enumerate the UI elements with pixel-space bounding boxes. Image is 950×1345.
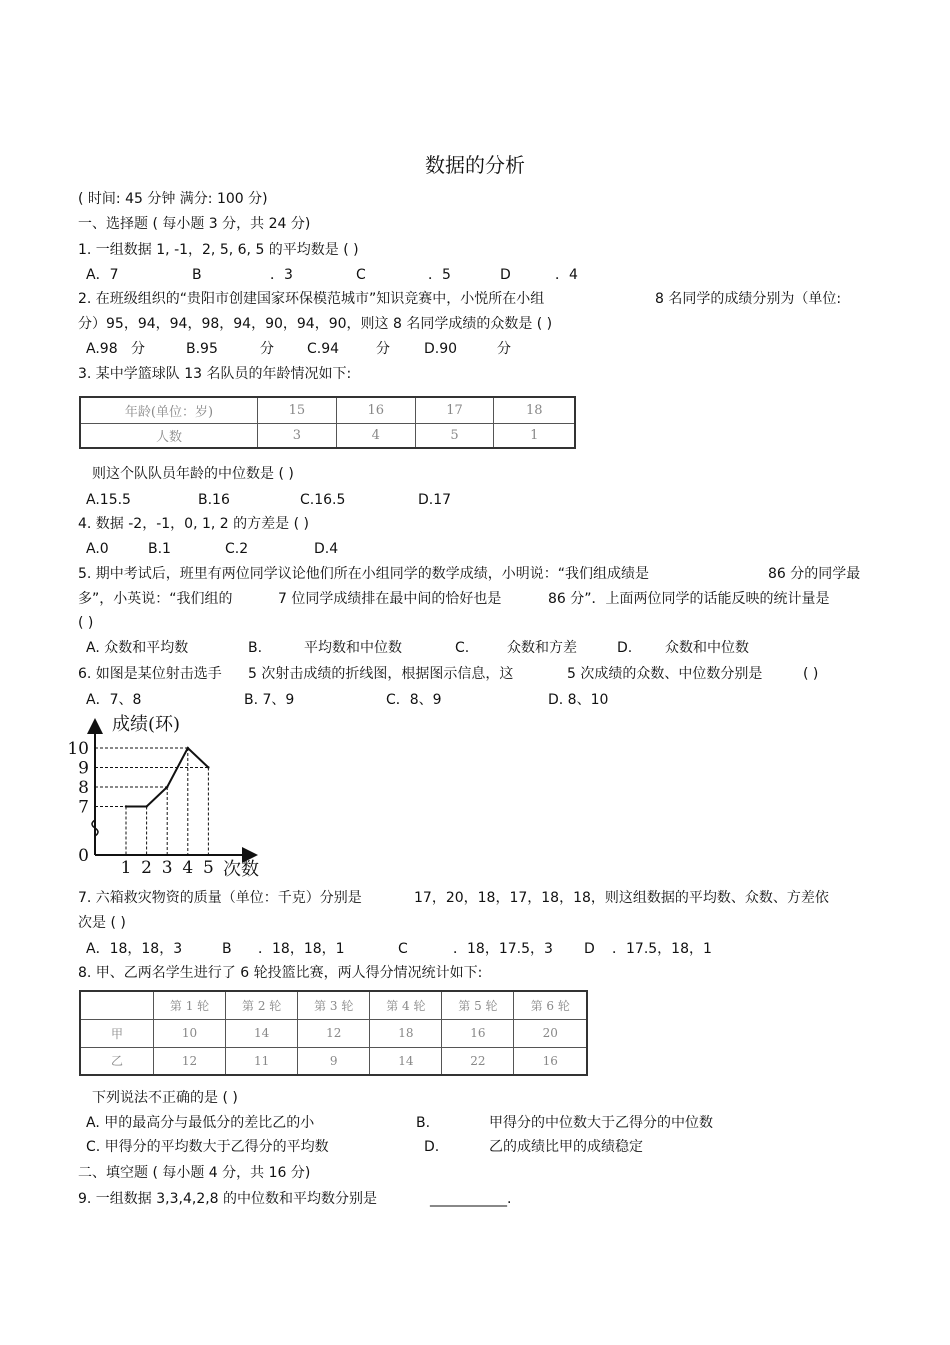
x-tick-label: 5 <box>202 858 214 878</box>
y-tick-label: 10 <box>67 739 89 759</box>
q8-option-b-label: B. <box>416 1115 431 1131</box>
q5-option: C. <box>455 640 470 656</box>
x-tick-label: 4 <box>182 858 194 878</box>
q7-option: ．18，18，1 <box>258 941 345 957</box>
q5-option: 众数和方差 <box>507 640 577 656</box>
table-cell: 18 <box>370 1019 442 1047</box>
q2-stem-line1-end: 8 名同学的成绩分别为（单位: <box>655 291 842 307</box>
q5-stem-line3: ( ) <box>78 615 94 631</box>
q9-answer-blank: ___________. <box>430 1191 512 1207</box>
data-point <box>187 747 189 749</box>
q7-option: D <box>584 941 595 957</box>
q5-option: 众数和中位数 <box>665 640 749 656</box>
table-cell: 20 <box>514 1019 587 1047</box>
q2-option: 分 <box>260 341 274 357</box>
table-cell: 14 <box>226 1019 298 1047</box>
table-header-cell <box>80 991 154 1019</box>
q7-stem-line1-end: 17，20，18，17，18，18，则这组数据的平均数、众数、方差依 <box>414 890 829 906</box>
table-cell: 11 <box>226 1047 298 1075</box>
q8-option-c: C. 甲得分的平均数大于乙得分的平均数 <box>86 1139 329 1155</box>
table-cell: 14 <box>370 1047 442 1075</box>
q2-option: 分 <box>131 341 145 357</box>
q4-stem: 4. 数据 -2，-1，0, 1, 2 的方差是 ( ) <box>78 516 309 532</box>
q5-option: B. <box>248 640 263 656</box>
q3-option: B.16 <box>198 492 230 508</box>
section-2-heading: 二、填空题 ( 每小题 4 分，共 16 分) <box>78 1165 311 1181</box>
y-tick-label: 0 <box>78 846 89 866</box>
q7-option: ．18，17.5，3 <box>453 941 553 957</box>
q2-option: 分 <box>376 341 390 357</box>
y-tick-label: 8 <box>78 778 89 798</box>
q8-option-b: 甲得分的中位数大于乙得分的中位数 <box>489 1115 713 1131</box>
q4-option: D.4 <box>314 541 339 557</box>
table-row-label: 甲 <box>80 1019 154 1047</box>
q1-option: ．4 <box>555 267 578 283</box>
x-tick-label: 3 <box>161 858 173 878</box>
q3-option: A.15.5 <box>86 492 131 508</box>
q1-option: A．7 <box>86 267 119 283</box>
basketball-score-table <box>79 990 588 1076</box>
x-tick-label: 2 <box>141 858 153 878</box>
table-header-cell: 第 2 轮 <box>226 991 298 1019</box>
score-line-chart <box>67 712 278 882</box>
q9-stem: 9. 一组数据 3,3,4,2,8 的中位数和平均数分别是 <box>78 1191 378 1207</box>
q7-option: A．18，18，3 <box>86 941 183 957</box>
q4-option: C.2 <box>225 541 249 557</box>
table-header-cell: 第 1 轮 <box>154 991 226 1019</box>
table-cell: 5 <box>415 423 494 448</box>
table-cell: 17 <box>415 397 494 423</box>
q1-stem: 1. 一组数据 1, -1，2, 5, 6, 5 的平均数是 ( ) <box>78 242 359 258</box>
q5-stem-line2: 多”，小英说：“我们组的 <box>78 591 233 607</box>
q8-option-d: 乙的成绩比甲的成绩稳定 <box>489 1139 643 1155</box>
q3-question: 则这个队队员年龄的中位数是 ( ) <box>92 466 294 482</box>
q3-option: C.16.5 <box>300 492 346 508</box>
q1-option: ．5 <box>428 267 451 283</box>
q7-option: C <box>398 941 408 957</box>
q7-option: ．17.5，18，1 <box>612 941 712 957</box>
x-tick-label: 1 <box>120 858 132 878</box>
q6-option: B. 7、9 <box>244 692 295 708</box>
q8-stem: 8. 甲、乙两名学生进行了 6 轮投篮比赛，两人得分情况统计如下: <box>78 965 483 981</box>
table-cell: 12 <box>298 1019 370 1047</box>
q2-option: D.90 <box>424 341 458 357</box>
q2-option: B.95 <box>186 341 218 357</box>
age-table <box>79 396 576 449</box>
q8-option-a: A. 甲的最高分与最低分的差比乙的小 <box>86 1115 315 1131</box>
data-point <box>125 805 127 807</box>
q6-stem-b: 5 次射击成绩的折线图，根据图示信息，这 <box>248 666 514 682</box>
y-axis-label: 成绩(环) <box>112 714 181 735</box>
table-cell: 1 <box>494 423 575 448</box>
table-header-cell: 年龄(单位：岁) <box>80 397 258 423</box>
q7-stem-line1: 7. 六箱救灾物资的质量（单位：千克）分别是 <box>78 890 362 906</box>
table-header-cell: 第 3 轮 <box>298 991 370 1019</box>
x-axis-label: 次数 <box>223 859 259 880</box>
q7-stem-line2: 次是 ( ) <box>78 915 126 931</box>
table-cell: 9 <box>298 1047 370 1075</box>
table-header-cell: 人数 <box>80 423 258 448</box>
q1-option: D <box>500 267 511 283</box>
q5-stem-line2-end: 86 分”．上面两位同学的话能反映的统计量是 <box>548 591 830 607</box>
q6-stem-d: ( ) <box>803 666 819 682</box>
q3-option: D.17 <box>418 492 452 508</box>
q5-stem-line2-mid: 7 位同学成绩排在最中间的恰好也是 <box>278 591 502 607</box>
table-cell: 18 <box>494 397 575 423</box>
q3-stem: 3. 某中学篮球队 13 名队员的年龄情况如下: <box>78 366 352 382</box>
y-tick-label: 7 <box>78 797 89 818</box>
q5-option: D. <box>617 640 633 656</box>
table-cell: 15 <box>258 397 337 423</box>
q5-option: 平均数和中位数 <box>304 640 402 656</box>
section-1-heading: 一、选择题 ( 每小题 3 分，共 24 分) <box>78 216 311 232</box>
q2-stem-line2: 分）95，94，94，98，94，90，94，90，则这 8 名同学成绩的众数是 ( ) <box>78 316 553 332</box>
table-header-cell: 第 4 轮 <box>370 991 442 1019</box>
table-cell: 16 <box>336 397 415 423</box>
q7-option: B <box>222 941 232 957</box>
data-point <box>207 766 209 768</box>
data-point <box>166 786 168 788</box>
q2-option: A.98 <box>86 341 118 357</box>
q6-stem-a: 6. 如图是某位射击选手 <box>78 666 222 682</box>
q8-question: 下列说法不正确的是 ( ) <box>92 1090 238 1106</box>
page-title: 数据的分析 <box>425 153 525 177</box>
q6-option: A．7、8 <box>86 692 142 708</box>
table-cell: 16 <box>442 1019 514 1047</box>
table-cell: 4 <box>336 423 415 448</box>
q2-stem-line1: 2. 在班级组织的“贵阳市创建国家环保模范城市”知识竞赛中，小悦所在小组 <box>78 291 545 307</box>
q5-stem-line1: 5. 期中考试后，班里有两位同学议论他们所在小组同学的数学成绩，小明说：“我们组成绩是 <box>78 566 650 582</box>
table-cell: 3 <box>258 423 337 448</box>
q6-option: C．8、9 <box>386 692 442 708</box>
q8-option-d-label: D. <box>424 1139 440 1155</box>
table-header-cell: 第 5 轮 <box>442 991 514 1019</box>
q5-stem-line1-end: 86 分的同学最 <box>768 566 861 582</box>
q1-option: C <box>356 267 366 283</box>
q2-option: C.94 <box>307 341 340 357</box>
table-row-label: 乙 <box>80 1047 154 1075</box>
q4-option: A.0 <box>86 541 109 557</box>
q2-option: 分 <box>497 341 511 357</box>
data-point <box>145 805 147 807</box>
table-cell: 16 <box>514 1047 587 1075</box>
y-tick-label: 9 <box>78 758 89 779</box>
q1-option: ．3 <box>270 267 293 283</box>
exam-meta: ( 时间: 45 分钟 满分: 100 分) <box>78 191 268 207</box>
q1-option: B <box>192 267 202 283</box>
q6-option: D. 8、10 <box>548 692 609 708</box>
q5-option: A. 众数和平均数 <box>86 640 189 656</box>
table-cell: 10 <box>154 1019 226 1047</box>
table-cell: 12 <box>154 1047 226 1075</box>
table-header-cell: 第 6 轮 <box>514 991 587 1019</box>
q6-stem-c: 5 次成绩的众数、中位数分别是 <box>567 666 763 682</box>
q4-option: B.1 <box>148 541 171 557</box>
table-cell: 22 <box>442 1047 514 1075</box>
